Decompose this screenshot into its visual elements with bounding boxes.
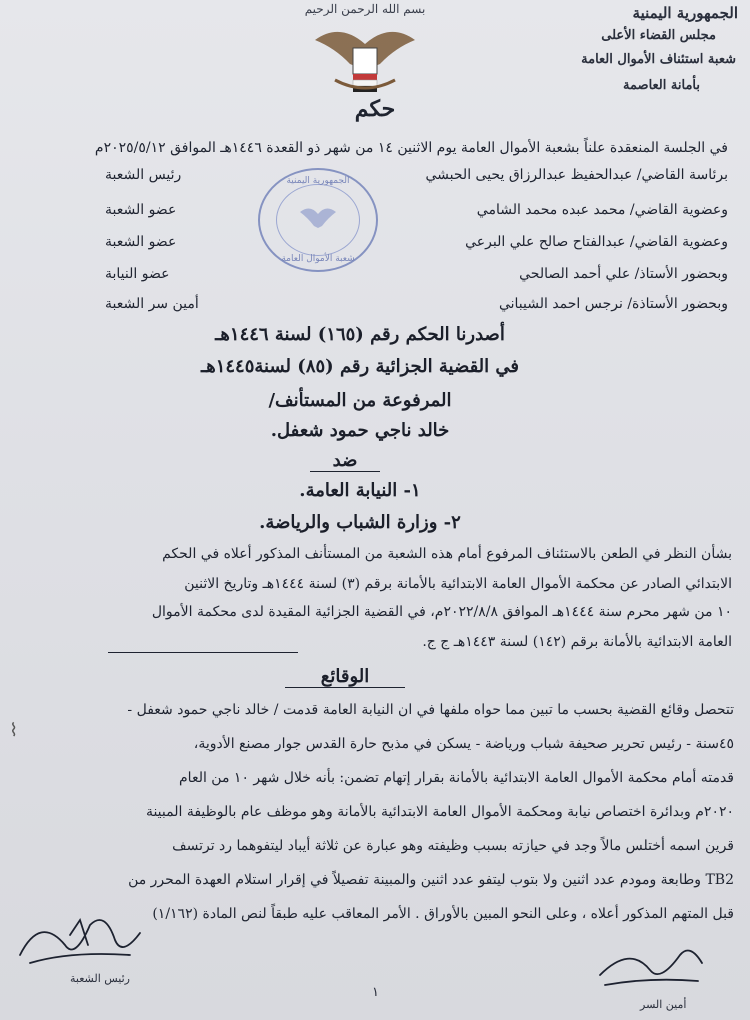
document-title: حكم	[354, 96, 396, 122]
appellant-name: خالد ناجي حمود شعفل.	[270, 420, 450, 441]
intro-line-2: الابتدائي الصادر عن محكمة الأموال العامة الابتدائية بالأمانة برقم (٣) لسنة ١٤٤٤هـ وتاريخ الاثنين	[184, 576, 732, 592]
member-chair: برئاسة القاضي/ عبدالحفيظ عبدالرزاق يحيى الحبشي	[425, 167, 728, 183]
member-judge-1: وعضوية القاضي/ محمد عبده محمد الشامي	[476, 202, 728, 218]
intro-end-rule	[108, 652, 298, 653]
role-judge-2: عضو الشعبة	[105, 234, 177, 250]
secretary-signature-label: أمين السر	[640, 998, 687, 1011]
respondent-prosecution: ١- النيابة العامة.	[299, 480, 421, 501]
role-chair: رئيس الشعبة	[105, 167, 182, 183]
filed-by-label: المرفوعة من المستأنف/	[268, 390, 452, 411]
session-opening: في الجلسة المنعقدة علناً بشعبة الأموال العامة يوم الاثنين ١٤ من شهر ذو القعدة ١٤٤٦هـ الموافق ٢٠٢٥/٥/١٢م	[94, 140, 728, 156]
division-name: شعبة استئناف الأموال العامة	[581, 52, 736, 67]
role-secretary: أمين سر الشعبة	[105, 296, 199, 312]
facts-line-3: قدمته أمام محكمة الأموال العامة الابتدائية بالأمانة بقرار إتهام تضمن: بأنه خلال شهر ١٠ من العام	[179, 770, 734, 786]
stamp-text-bottom: شعبة الأموال العامة	[281, 254, 355, 264]
member-prosecution: وبحضور الأستاذ/ علي أحمد الصالحي	[519, 266, 728, 282]
facts-line-5: قرين اسمه أختلس مالاً وجد في حيازته بسبب وظيفته وهو عبارة عن ثلاثة أيباد ليتفوهما رد ترتسف	[172, 838, 734, 854]
secretary-signature-icon	[590, 935, 710, 995]
role-judge-1: عضو الشعبة	[105, 202, 177, 218]
ruling-number: أصدرنا الحكم رقم (١٦٥) لسنة ١٤٤٦هـ	[215, 324, 505, 345]
case-number: في القضية الجزائية رقم (٨٥) لسنة١٤٤٥هـ	[200, 356, 520, 377]
facts-line-6: TB2 وطابعة ومودم عدد اثنين ولا بتوب ليتفو عدد اثنين والمبينة تفصيلاً في إقرار استلام العهدة المحرر من	[128, 872, 734, 888]
intro-line-3: ١٠ من شهر محرم سنة ١٤٤٤هـ الموافق ٢٠٢٢/٨/٨م، في القضية الجزائية المقيدة لدى محكمة الأموال	[151, 604, 732, 620]
versus-label: ضد	[310, 450, 380, 472]
eagle-emblem-icon	[305, 18, 425, 98]
intro-line-4: العامة الابتدائية بالأمانة برقم (١٤٢) لسنة ١٤٤٣هـ ج ج.	[422, 634, 732, 650]
stamp-text-top: الجمهورية اليمنية	[286, 176, 350, 186]
chair-signature-label: رئيس الشعبة	[70, 972, 130, 985]
facts-line-2: ٤٥سنة - رئيس تحرير صحيفة شباب ورياضة - يسكن في مذبح حارة القدس جوار مصنع الأدوية،	[193, 736, 734, 752]
facts-heading: الوقائع	[285, 666, 405, 688]
role-prosecution: عضو النيابة	[105, 266, 170, 282]
facts-line-7: قبل المتهم المذكور أعلاه ، وعلى النحو المبين بالأوراق . الأمر المعاقب عليه طبقاً لنص المادة (١/١٦٢)	[152, 906, 734, 922]
intro-line-1: بشأن النظر في الطعن بالاستئناف المرفوع أمام هذه الشعبة من المستأنف المذكور أعلاه في الحكم	[162, 546, 732, 562]
chair-signature-icon	[10, 905, 160, 975]
capital-name: بأمانة العاصمة	[623, 78, 700, 93]
member-secretary: وبحضور الأستاذة/ نرجس احمد الشيباني	[498, 296, 728, 312]
margin-mark-icon: ⌇	[9, 720, 18, 741]
facts-line-4: ٢٠٢٠م وبدائرة اختصاص نيابة ومحكمة الأموال العامة الابتدائية بالأمانة وهو موظف عام بالوظيفة المبينة	[145, 804, 734, 820]
republic-name: الجمهورية اليمنية	[632, 4, 738, 22]
respondent-ministry: ٢- وزارة الشباب والرياضة.	[259, 512, 461, 533]
page-number: ١	[372, 985, 379, 1000]
facts-line-1: تتحصل وقائع القضية بحسب ما تبين مما حواه ملفها في ان النيابة العامة قدمت / خالد ناجي حمود شعفل -	[127, 702, 734, 718]
bismillah: بسم الله الرحمن الرحيم	[304, 2, 426, 16]
member-judge-2: وعضوية القاضي/ عبدالفتاح صالح علي البرعي	[465, 234, 728, 250]
stamp-eagle-icon	[298, 204, 338, 236]
council-name: مجلس القضاء الأعلى	[601, 28, 716, 43]
official-stamp	[258, 168, 378, 272]
